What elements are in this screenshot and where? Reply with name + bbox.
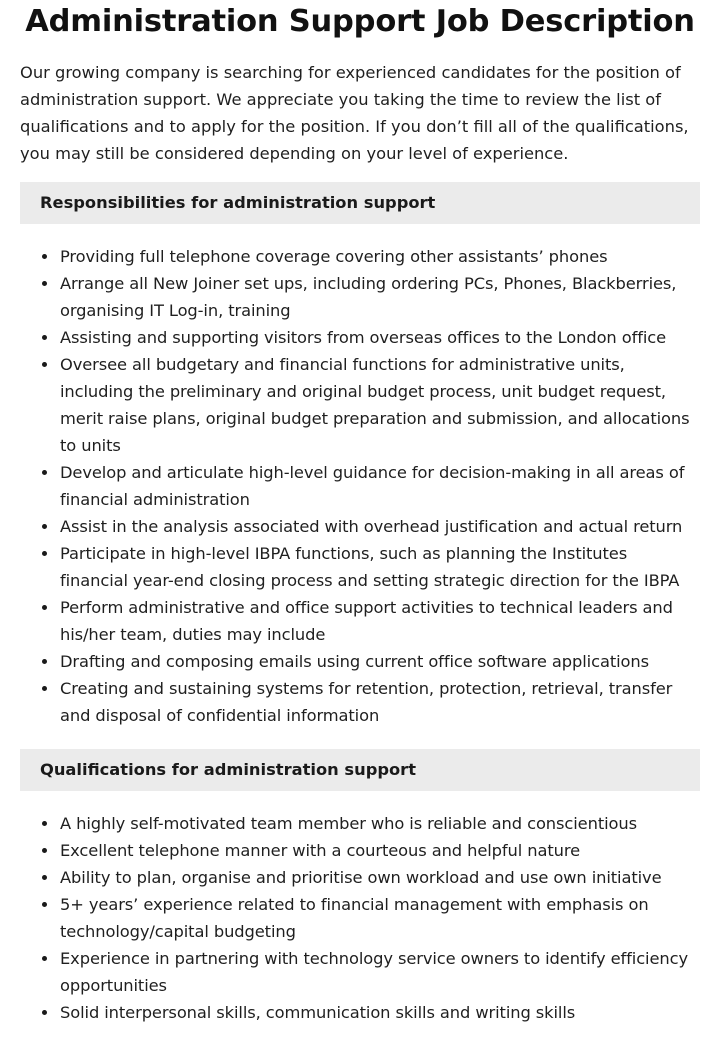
page-title: Administration Support Job Description [25, 4, 695, 39]
bullet-icon [42, 605, 47, 610]
list-item-text: Assist in the analysis associated with overhead justification and actual return [60, 517, 683, 536]
list-item-text: A highly self-motivated team member who is reliable and conscientious [60, 814, 637, 833]
list-item [60, 351, 700, 459]
list-item-text: Creating and sustaining systems for retention, protection, retrieval, transfer and disposal of confidential information [60, 679, 673, 725]
bullet-icon [42, 524, 47, 529]
list-item [60, 243, 700, 270]
list-item-text: Assisting and supporting visitors from overseas offices to the London office [60, 328, 667, 347]
list-item-text: Ability to plan, organise and prioritise own workload and use own initiative [60, 868, 662, 887]
list-item [60, 999, 700, 1026]
bullet-icon [42, 254, 47, 259]
bullet-icon [42, 686, 47, 691]
list-item-text: Providing full telephone coverage covering other assistants’ phones [60, 247, 608, 266]
list-item [60, 648, 700, 675]
qualifications-list [20, 810, 700, 1026]
list-item [60, 891, 700, 945]
bullet-icon [42, 902, 47, 907]
bullet-icon [42, 659, 47, 664]
list-item-text: Excellent telephone manner with a courteous and helpful nature [60, 841, 581, 860]
bullet-icon [42, 1010, 47, 1015]
list-item [60, 594, 700, 648]
list-item-text: Perform administrative and office support activities to technical leaders and his/her team, duties may include [60, 598, 673, 644]
bullet-icon [42, 956, 47, 961]
list-item-text: Oversee all budgetary and financial functions for administrative units, including the preliminary and original budget process, unit budget request, merit raise plans, original budget preparation and submission, and allocations to units [60, 355, 690, 455]
list-item [60, 270, 700, 324]
bullet-icon [42, 470, 47, 475]
list-item-text: Solid interpersonal skills, communication skills and writing skills [60, 1003, 576, 1022]
responsibilities-list [20, 243, 700, 729]
list-item-text: Drafting and composing emails using current office software applications [60, 652, 649, 671]
list-item [60, 324, 700, 351]
list-item [60, 459, 700, 513]
bullet-icon [42, 875, 47, 880]
list-item-text: Experience in partnering with technology service owners to identify efficiency opportunities [60, 949, 688, 995]
list-item [60, 540, 700, 594]
bullet-icon [42, 848, 47, 853]
bullet-icon [42, 362, 47, 367]
list-item-text: Participate in high-level IBPA functions, such as planning the Institutes financial year-end closing process and setting strategic direction for the IBPA [60, 544, 680, 590]
bullet-icon [42, 281, 47, 286]
list-item [60, 945, 700, 999]
list-item [60, 837, 700, 864]
bullet-icon [42, 335, 47, 340]
intro-paragraph: Our growing company is searching for experienced candidates for the position of administration support. We appreciate you taking the time to review the list of qualifications and to apply for the position. If you don’t fill all of the qualifications, you may still be considered depending on your level of experience. [20, 63, 689, 163]
list-item [60, 513, 700, 540]
bullet-icon [42, 551, 47, 556]
list-item [60, 864, 700, 891]
list-item-text: Develop and articulate high-level guidance for decision-making in all areas of financial administration [60, 463, 685, 509]
list-item-text: Arrange all New Joiner set ups, including ordering PCs, Phones, Blackberries, organising IT Log-in, training [60, 274, 677, 320]
list-item [60, 675, 700, 729]
qualifications-header: Qualifications for administration support [20, 749, 700, 791]
bullet-icon [42, 821, 47, 826]
list-item [60, 810, 700, 837]
responsibilities-header: Responsibilities for administration support [20, 182, 700, 224]
list-item-text: 5+ years’ experience related to financial management with emphasis on technology/capital budgeting [60, 895, 649, 941]
